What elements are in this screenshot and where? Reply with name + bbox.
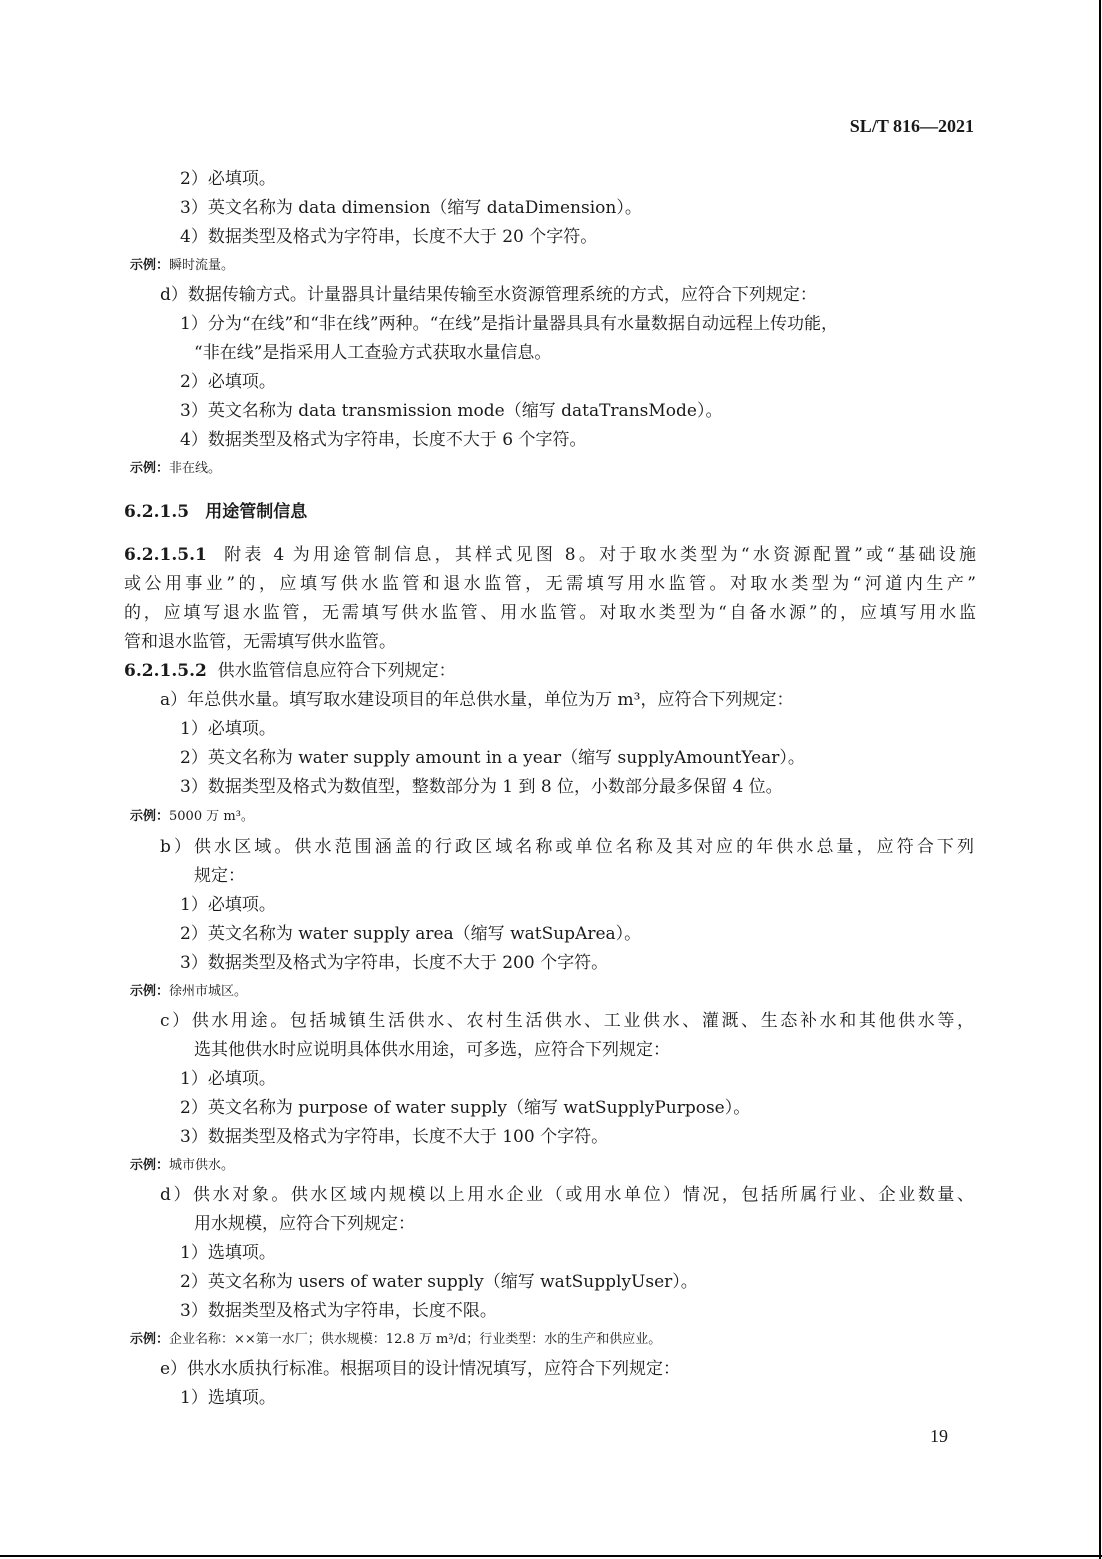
example-label: 示例： [130,1158,170,1173]
example-text: 城市供水。 [169,1158,235,1173]
paragraph-line: 的，应填写退水监管，无需填写供水监管、用水监管。对取水类型为“自备水源”的，应填写用水监 [124,603,976,623]
clause-number: 6.2.1.5.1 [124,545,207,565]
list-item: 2）英文名称为 purpose of water supply（缩写 watSupplyPurpose）。 [180,1098,751,1118]
list-item-continuation: 用水规模，应符合下列规定： [194,1214,415,1234]
list-item: 2）必填项。 [180,372,276,392]
example-note [130,257,234,275]
clause-text: 供水监管信息应符合下列规定： [217,661,456,681]
list-item: 2）英文名称为 users of water supply（缩写 watSupplyUser）。 [180,1272,698,1292]
list-item: 3）英文名称为 data dimension（缩写 dataDimension）。 [180,198,642,218]
example-note [130,808,254,826]
example-text: 企业名称：××第一水厂；供水规模：12.8 万 m³/d；行业类型：水的生产和供应业。 [169,1332,662,1347]
list-item: e）供水水质执行标准。根据项目的设计情况填写，应符合下列规定： [160,1359,681,1379]
list-item: b）供水区域。供水范围涵盖的行政区域名称或单位名称及其对应的年供水总量，应符合下列 [160,837,974,857]
paragraph-line: 管和退水监管，无需填写供水监管。 [124,632,396,652]
clause-line [124,660,456,682]
list-item: 4）数据类型及格式为字符串，长度不大于 20 个字符。 [180,227,598,247]
example-text: 瞬时流量。 [169,258,235,273]
section-heading [124,501,307,523]
example-label: 示例： [130,258,170,273]
list-item: 1）必填项。 [180,895,276,915]
page-number: 19 [930,1426,948,1446]
list-item: d）供水对象。供水区域内规模以上用水企业（或用水单位）情况，包括所属行业、企业数量、 [160,1185,974,1205]
list-item: 2）英文名称为 water supply amount in a year（缩写 supplyAmountYear）。 [180,748,805,768]
list-item-continuation: “非在线”是指采用人工查验方式获取水量信息。 [194,343,552,363]
list-item: 4）数据类型及格式为字符串，长度不大于 6 个字符。 [180,430,587,450]
section-number: 6.2.1.5 [124,502,190,522]
list-item: 1）分为“在线”和“非在线”两种。“在线”是指计量器具具有水量数据自动远程上传功能， [180,314,838,334]
list-item: 3）数据类型及格式为数值型，整数部分为 1 到 8 位，小数部分最多保留 4 位。 [180,777,783,797]
paragraph-line [124,544,976,566]
example-label: 示例： [130,461,170,476]
example-label: 示例： [130,809,170,824]
list-item: 2）英文名称为 water supply area（缩写 watSupArea）。 [180,924,642,944]
list-item-continuation: 选其他供水时应说明具体供水用途，可多选，应符合下列规定： [194,1040,670,1060]
paragraph-line: 或公用事业”的，应填写供水监管和退水监管，无需填写用水监管。对取水类型为“河道内生产” [124,574,976,594]
list-item: 1）必填项。 [180,719,276,739]
clause-text: 附表 4 为用途管制信息，其样式见图 8。对于取水类型为“水资源配置”或“基础设施 [224,545,976,565]
list-item: 3）数据类型及格式为字符串，长度不大于 100 个字符。 [180,1127,609,1147]
example-note [130,1157,234,1175]
example-text: 非在线。 [169,461,222,476]
list-item: 3）数据类型及格式为字符串，长度不限。 [180,1301,497,1321]
example-note [130,460,221,478]
clause-number: 6.2.1.5.2 [124,661,207,681]
list-item: d）数据传输方式。计量器具计量结果传输至水资源管理系统的方式，应符合下列规定： [160,285,817,305]
list-item: 3）英文名称为 data transmission mode（缩写 dataTransMode）。 [180,401,723,421]
list-item: 1）必填项。 [180,1069,276,1089]
example-text: 5000 万 m³。 [169,809,254,824]
list-item: c）供水用途。包括城镇生活供水、农村生活供水、工业供水、灌溉、生态补水和其他供水等， [160,1011,974,1031]
example-text: 徐州市城区。 [169,984,248,999]
list-item-continuation: 规定： [194,866,245,886]
list-item: 3）数据类型及格式为字符串，长度不大于 200 个字符。 [180,953,609,973]
list-item: 1）选填项。 [180,1388,276,1408]
example-label: 示例： [130,984,170,999]
standard-number: SL/T 816—2021 [849,116,974,136]
example-note [130,983,247,1001]
section-title: 用途管制信息 [205,502,308,522]
list-item: a）年总供水量。填写取水建设项目的年总供水量，单位为万 m³，应符合下列规定： [160,690,794,710]
example-note [130,1331,661,1349]
list-item: 2）必填项。 [180,169,276,189]
list-item: 1）选填项。 [180,1243,276,1263]
example-label: 示例： [130,1332,170,1347]
